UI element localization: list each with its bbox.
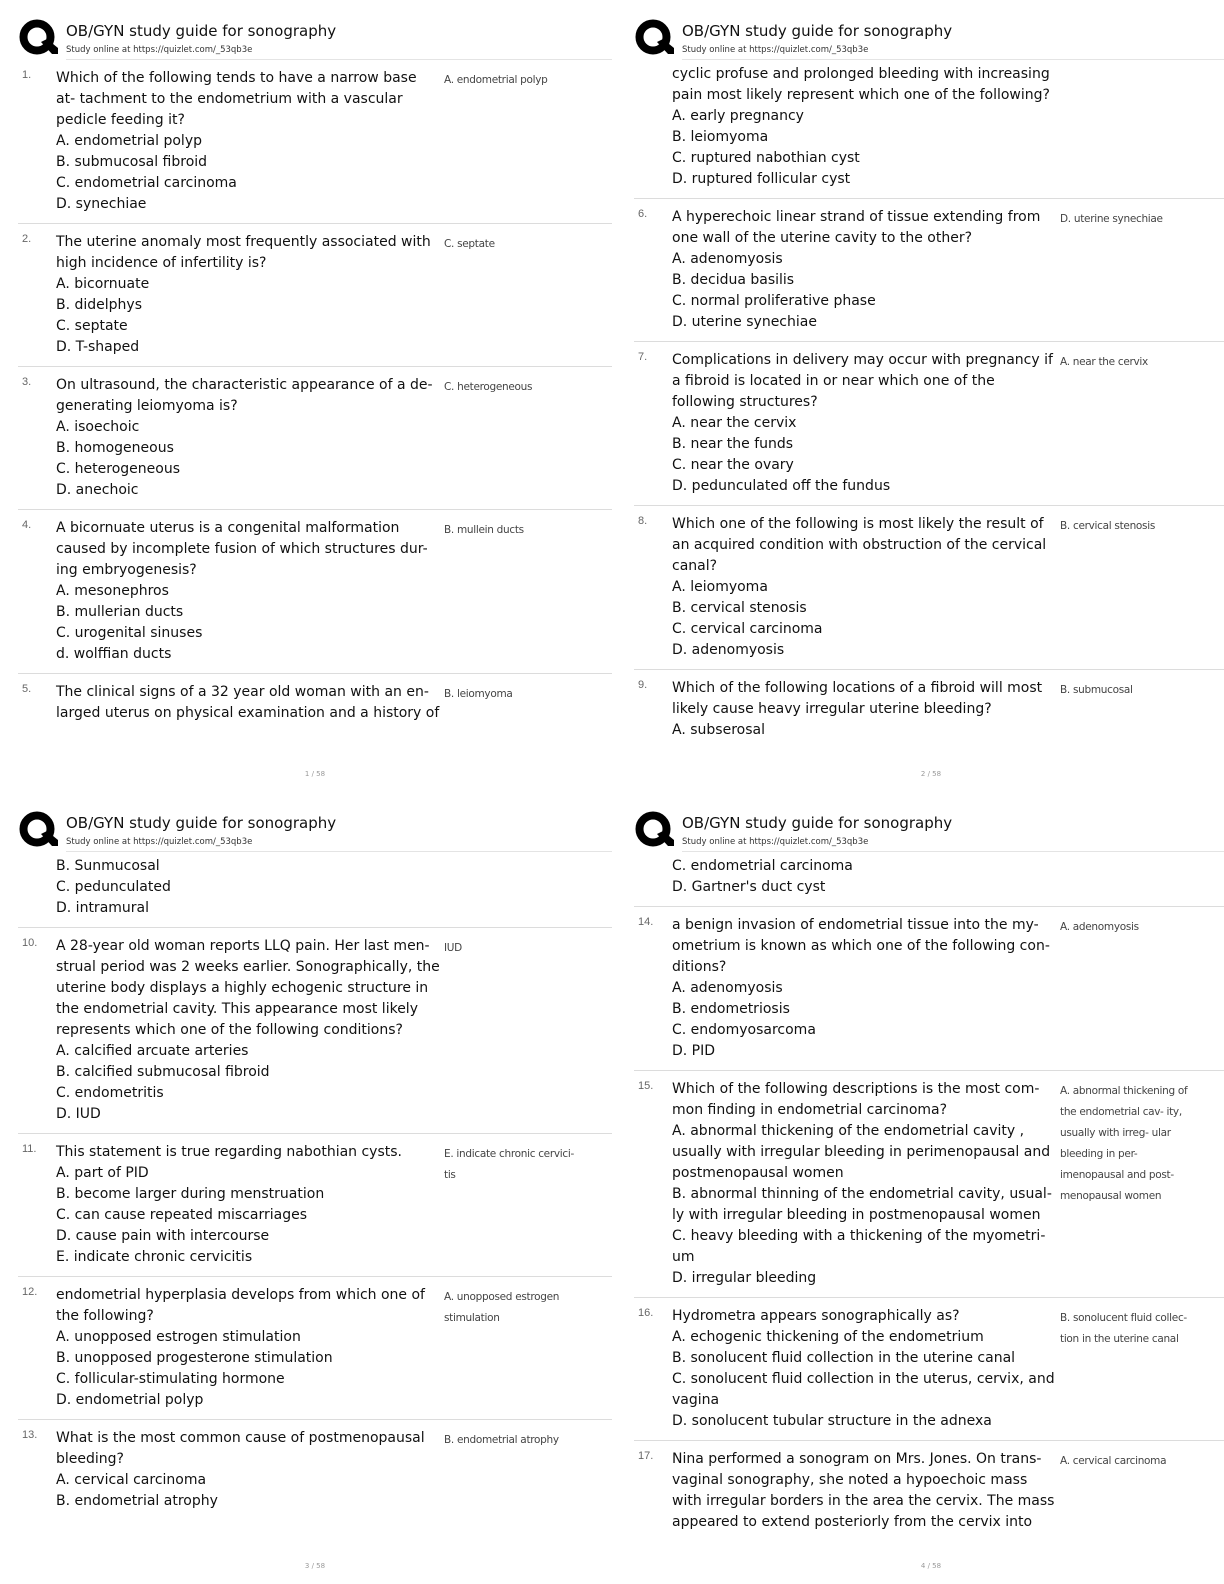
answer-option: A. echogenic thickening of the endometrium <box>672 1329 984 1345</box>
answer-option: D. IUD <box>56 1106 101 1122</box>
answer-option: A. adenomyosis <box>672 980 783 996</box>
answer-text: B. endometrial atrophy <box>444 1434 559 1446</box>
answer-option: B. cervical stenosis <box>672 600 807 616</box>
answer-option: C. pedunculated <box>56 879 171 895</box>
question-number: 11. <box>22 1143 37 1155</box>
answer-option: D. synechiae <box>56 196 147 212</box>
answer-option: B. endometrial atrophy <box>56 1493 218 1509</box>
answer-option: B. submucosal fibroid <box>56 154 208 170</box>
question-card <box>634 852 1224 907</box>
answer-option: D. adenomyosis <box>672 642 785 658</box>
answer-text: A. endometrial polyp <box>444 74 548 86</box>
answer-option: A. near the cervix <box>672 415 797 431</box>
answer-option: D. irregular bleeding <box>672 1270 817 1286</box>
question-number: 2. <box>22 233 32 245</box>
question-number: 16. <box>638 1307 654 1319</box>
question-text: a benign invasion of endometrial tissue into the my- ometrium is known as which one of the following con- ditions? <box>672 917 1050 975</box>
question-card <box>18 1420 612 1520</box>
answer-option: B. sonolucent fluid collection in the uterine canal <box>672 1350 1016 1366</box>
answer-option: D. uterine synechiae <box>672 314 817 330</box>
page-title: OB/GYN study guide for sonography <box>682 814 953 832</box>
answer-text: B. cervical stenosis <box>1060 520 1156 532</box>
answer-option: C. endometrial carcinoma <box>672 858 853 874</box>
question-card <box>634 342 1224 506</box>
question-card <box>634 1071 1224 1298</box>
study-link[interactable]: Study online at https://quizlet.com/_53qb3e <box>66 45 253 55</box>
answer-option: B. decidua basilis <box>672 272 795 288</box>
answer-option: C. can cause repeated miscarriages <box>56 1207 307 1223</box>
answer-option: D. PID <box>672 1043 716 1059</box>
question-text: Nina performed a sonogram on Mrs. Jones. On trans- vaginal sonography, she noted a hypoechoic mass with irregular borders in the area the cervix. The mass appeared to extend posteriorly from the cervix into <box>672 1451 1055 1530</box>
question-number: 17. <box>638 1450 654 1462</box>
quizlet-logo-icon <box>634 810 674 850</box>
answer-option: B. abnormal thinning of the endometrial cavity, usual- ly with irregular bleeding in postmenopausal women <box>672 1186 1052 1223</box>
question-card <box>18 367 612 510</box>
question-text: Complications in delivery may occur with pregnancy if a fibroid is located in or near which one of the following structures? <box>672 352 1053 410</box>
question-card <box>18 674 612 732</box>
question-text: Which of the following descriptions is the most com- mon finding in endometrial carcinoma? <box>672 1081 1040 1118</box>
question-text: Which of the following tends to have a narrow base at- tachment to the endometrium with a vascular pedicle feeding it? <box>56 70 417 128</box>
answer-option: A. leiomyoma <box>672 579 768 595</box>
question-card <box>634 670 1224 749</box>
answer-option: C. endometritis <box>56 1085 164 1101</box>
page-header <box>634 18 1224 60</box>
answer-option: C. cervical carcinoma <box>672 621 823 637</box>
answer-option: A. abnormal thickening of the endometrial cavity , usually with irregular bleeding in perimenopausal and postmenopausal women <box>672 1123 1051 1181</box>
question-card <box>18 1277 612 1420</box>
question-text: A bicornuate uterus is a congenital malformation caused by incomplete fusion of which structures dur- ing embryogenesis? <box>56 520 428 578</box>
study-link[interactable]: Study online at https://quizlet.com/_53qb3e <box>682 45 869 55</box>
answer-option: B. near the funds <box>672 436 794 452</box>
question-text: A hyperechoic linear strand of tissue extending from one wall of the uterine cavity to the other? <box>672 209 1041 246</box>
answer-option: B. endometriosis <box>672 1001 790 1017</box>
answer-option: B. calcified submucosal fibroid <box>56 1064 270 1080</box>
question-text: This statement is true regarding nabothian cysts. <box>56 1144 402 1160</box>
question-card <box>18 852 612 928</box>
answer-text: C. septate <box>444 238 495 250</box>
answer-text: A. adenomyosis <box>1060 921 1139 933</box>
answer-text: B. mullein ducts <box>444 524 524 536</box>
question-text: What is the most common cause of postmenopausal bleeding? <box>56 1430 425 1467</box>
answer-option: C. heterogeneous <box>56 461 180 477</box>
question-card <box>634 907 1224 1071</box>
answer-option: C. normal proliferative phase <box>672 293 876 309</box>
answer-option: B. Sunmucosal <box>56 858 160 874</box>
answer-option: B. unopposed progesterone stimulation <box>56 1350 333 1366</box>
answer-option: A. adenomyosis <box>672 251 783 267</box>
answer-option: D. pedunculated off the fundus <box>672 478 891 494</box>
answer-option: C. follicular-stimulating hormone <box>56 1371 285 1387</box>
answer-text: D. uterine synechiae <box>1060 213 1163 225</box>
study-page <box>634 18 1224 778</box>
answer-option: C. endometrial carcinoma <box>56 175 237 191</box>
question-text: Which of the following locations of a fibroid will most likely cause heavy irregular uterine bleeding? <box>672 680 1043 717</box>
answer-option: E. indicate chronic cervicitis <box>56 1249 253 1265</box>
answer-option: A. calcified arcuate arteries <box>56 1043 249 1059</box>
answer-option: A. mesonephros <box>56 583 169 599</box>
question-text: Which one of the following is most likely the result of an acquired condition with obstruction of the cervical canal? <box>672 516 1047 574</box>
answer-option: D. endometrial polyp <box>56 1392 204 1408</box>
answer-option: C. sonolucent fluid collection in the uterus, cervix, and vagina <box>672 1371 1055 1408</box>
page-number: 2 / 58 <box>920 770 942 778</box>
quizlet-logo-icon <box>18 810 58 850</box>
question-number: 3. <box>22 376 32 388</box>
study-link[interactable]: Study online at https://quizlet.com/_53qb3e <box>66 837 253 847</box>
question-number: 7. <box>638 351 648 363</box>
answer-text: A. cervical carcinoma <box>1060 1455 1167 1467</box>
question-text: A 28-year old woman reports LLQ pain. Her last men- strual period was 2 weeks earlier. Sonographically, the uterine body displays a highly echogenic structure in the endometrial cavity. This appearance most likely represents which one of the following conditions? <box>56 938 440 1038</box>
page-header <box>18 18 612 60</box>
answer-option: D. T-shaped <box>56 339 140 355</box>
question-card <box>634 1298 1224 1441</box>
answer-option: C. septate <box>56 318 128 334</box>
answer-option: B. leiomyoma <box>672 129 769 145</box>
question-number: 1. <box>22 69 32 81</box>
question-number: 12. <box>22 1286 38 1298</box>
answer-option: C. urogenital sinuses <box>56 625 203 641</box>
answer-text: A. abnormal thickening of the endometrial cav- ity, usually with irreg- ular bleeding in per- imenopausal and post- menopausal women <box>1060 1085 1188 1202</box>
answer-text: IUD <box>444 942 462 954</box>
page-title: OB/GYN study guide for sonography <box>66 814 337 832</box>
question-card <box>634 1441 1224 1541</box>
question-card <box>18 224 612 367</box>
answer-option: A. part of PID <box>56 1165 149 1181</box>
answer-option: D. cause pain with intercourse <box>56 1228 270 1244</box>
question-card <box>18 510 612 674</box>
study-page <box>18 18 612 778</box>
answer-option: A. unopposed estrogen stimulation <box>56 1329 301 1345</box>
question-number: 13. <box>22 1429 38 1441</box>
question-card <box>18 60 612 224</box>
answer-option: C. near the ovary <box>672 457 794 473</box>
page-number: 1 / 58 <box>304 770 326 778</box>
page-number: 4 / 58 <box>920 1562 942 1570</box>
answer-option: B. homogeneous <box>56 440 174 456</box>
answer-text: A. unopposed estrogen stimulation <box>444 1291 560 1324</box>
study-page <box>634 810 1224 1570</box>
page-header <box>18 810 612 852</box>
answer-option: D. Gartner's duct cyst <box>672 879 826 895</box>
question-text: cyclic profuse and prolonged bleeding with increasing pain most likely represent which one of the following? <box>672 66 1050 103</box>
question-text: Hydrometra appears sonographically as? <box>672 1308 960 1324</box>
question-number: 9. <box>638 679 648 691</box>
answer-option: B. didelphys <box>56 297 143 313</box>
study-page <box>18 810 612 1570</box>
question-card <box>634 60 1224 199</box>
page-header <box>634 810 1224 852</box>
answer-option: D. anechoic <box>56 482 139 498</box>
answer-option: C. endomyosarcoma <box>672 1022 816 1038</box>
question-card <box>634 506 1224 670</box>
question-number: 6. <box>638 208 648 220</box>
question-text: endometrial hyperplasia develops from which one of the following? <box>56 1287 425 1324</box>
question-card <box>18 1134 612 1277</box>
answer-text: B. leiomyoma <box>444 688 513 700</box>
page-title: OB/GYN study guide for sonography <box>682 22 953 40</box>
question-card <box>634 199 1224 342</box>
question-number: 8. <box>638 515 648 527</box>
answer-option: D. intramural <box>56 900 150 916</box>
quizlet-logo-icon <box>18 18 58 58</box>
answer-option: d. wolffian ducts <box>56 646 172 662</box>
question-card <box>18 928 612 1134</box>
answer-option: A. isoechoic <box>56 419 140 435</box>
answer-option: D. ruptured follicular cyst <box>672 171 851 187</box>
answer-text: A. near the cervix <box>1060 356 1148 368</box>
answer-text: B. sonolucent fluid collec- tion in the uterine canal <box>1060 1312 1187 1345</box>
question-text: On ultrasound, the characteristic appearance of a de- generating leiomyoma is? <box>56 377 433 414</box>
answer-text: E. indicate chronic cervici- tis <box>444 1148 574 1181</box>
question-number: 5. <box>22 683 32 695</box>
answer-option: A. endometrial polyp <box>56 133 202 149</box>
study-link[interactable]: Study online at https://quizlet.com/_53qb3e <box>682 837 869 847</box>
page-title: OB/GYN study guide for sonography <box>66 22 337 40</box>
answer-option: A. bicornuate <box>56 276 150 292</box>
question-number: 4. <box>22 519 32 531</box>
answer-text: C. heterogeneous <box>444 381 533 393</box>
answer-option: B. become larger during menstruation <box>56 1186 325 1202</box>
answer-option: C. ruptured nabothian cyst <box>672 150 860 166</box>
answer-option: B. mullerian ducts <box>56 604 184 620</box>
question-text: The clinical signs of a 32 year old woman with an en- larged uterus on physical examination and a history of <box>56 684 440 721</box>
answer-option: C. heavy bleeding with a thickening of the myometri- um <box>672 1228 1046 1265</box>
quizlet-logo-icon <box>634 18 674 58</box>
question-number: 10. <box>22 937 38 949</box>
answer-option: A. cervical carcinoma <box>56 1472 207 1488</box>
answer-option: D. sonolucent tubular structure in the adnexa <box>672 1413 992 1429</box>
question-number: 15. <box>638 1080 654 1092</box>
question-number: 14. <box>638 916 654 928</box>
question-text: The uterine anomaly most frequently associated with high incidence of infertility is? <box>56 234 431 271</box>
answer-option: A. subserosal <box>672 722 765 738</box>
page-number: 3 / 58 <box>304 1562 326 1570</box>
answer-text: B. submucosal <box>1060 684 1133 696</box>
answer-option: A. early pregnancy <box>672 108 804 124</box>
